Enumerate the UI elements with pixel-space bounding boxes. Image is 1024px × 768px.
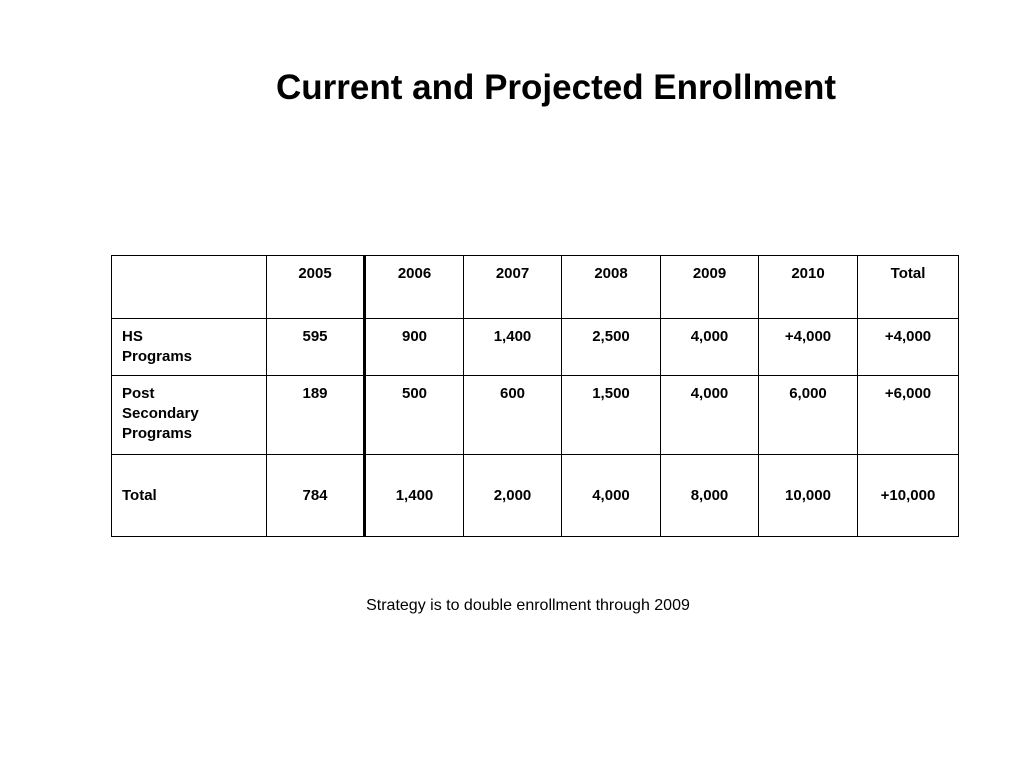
table-cell: 2,500 [562, 319, 661, 376]
strategy-footnote: Strategy is to double enrollment through 2009 [366, 597, 690, 614]
table-cell: 2,000 [464, 455, 562, 537]
table-cell: 4,000 [661, 376, 759, 455]
header-cell-2010: 2010 [759, 256, 858, 319]
table-cell: +4,000 [759, 319, 858, 376]
table-cell: 4,000 [562, 455, 661, 537]
row-label-post-secondary [112, 376, 267, 455]
table-cell: +4,000 [858, 319, 959, 376]
row-label-line: Post [122, 385, 155, 402]
header-cell-2009: 2009 [661, 256, 759, 319]
row-label-line: Total [122, 486, 157, 504]
header-cell-empty [112, 256, 267, 319]
table-cell: 500 [365, 376, 464, 455]
header-cell-2005: 2005 [267, 256, 365, 319]
table-cell: 189 [267, 376, 365, 455]
table-cell: 600 [464, 376, 562, 455]
table-cell: 6,000 [759, 376, 858, 455]
table-row-total [112, 455, 959, 537]
table-cell: 1,400 [365, 455, 464, 537]
table-cell: 10,000 [759, 455, 858, 537]
table-cell: +6,000 [858, 376, 959, 455]
table-cell: 1,400 [464, 319, 562, 376]
table-cell: 595 [267, 319, 365, 376]
row-label-hs-programs [112, 319, 267, 376]
header-cell-2008: 2008 [562, 256, 661, 319]
header-cell-total: Total [858, 256, 959, 319]
table-row-post-secondary [112, 376, 959, 455]
enrollment-table [111, 255, 959, 537]
table-cell: 900 [365, 319, 464, 376]
header-cell-2007: 2007 [464, 256, 562, 319]
slide-title: Current and Projected Enrollment [276, 68, 837, 107]
table-cell: 784 [267, 455, 365, 537]
table-row-hs-programs [112, 319, 959, 376]
table-header-row [112, 256, 959, 319]
header-cell-2006: 2006 [365, 256, 464, 319]
table-cell: 4,000 [661, 319, 759, 376]
row-label-line: HS [122, 328, 143, 345]
table-cell: 1,500 [562, 376, 661, 455]
table-cell: +10,000 [858, 455, 959, 537]
table-cell: 8,000 [661, 455, 759, 537]
row-label-line: Programs [122, 425, 193, 442]
row-label-line: Secondary [122, 405, 199, 422]
row-label-total [112, 455, 267, 537]
row-label-line: Programs [122, 348, 193, 365]
